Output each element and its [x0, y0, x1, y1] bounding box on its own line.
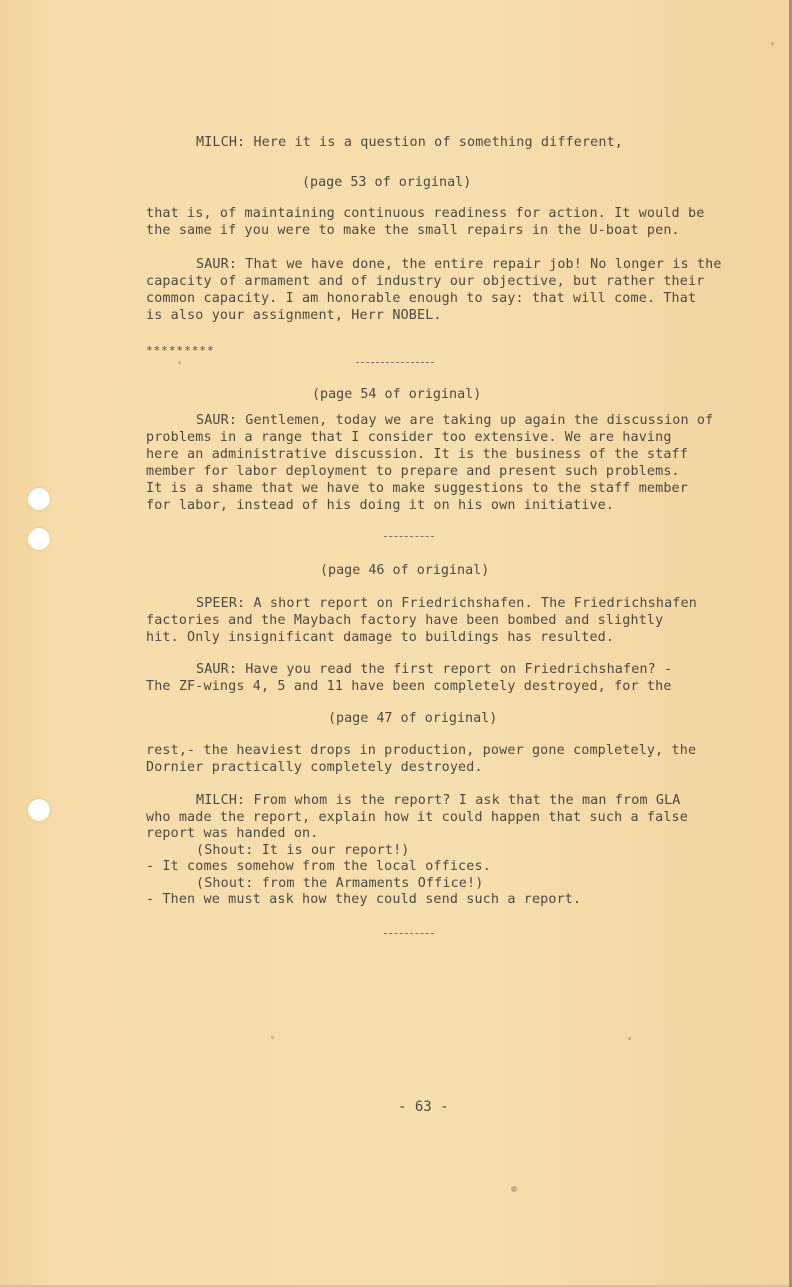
paragraph-line: factories and the Maybach factory have been bombed and slightly: [146, 613, 664, 628]
paper-speck: [271, 1036, 274, 1039]
paragraph-line: the same if you were to make the small repairs in the U-boat pen.: [146, 223, 680, 238]
paragraph-line: rest,- the heaviest drops in production, power gone completely, the: [146, 743, 697, 758]
paragraph-line: who made the report, explain how it could happen that such a false: [146, 810, 688, 825]
paragraph-line: problems in a range that I consider too extensive. We are having: [146, 430, 672, 445]
paragraph-line: It is a shame that we have to make suggestions to the staff member: [146, 481, 688, 496]
paragraph-line: for labor, instead of his doing it on his own initiative.: [146, 498, 615, 513]
paragraph-line: that is, of maintaining continuous readiness for action. It would be: [146, 206, 705, 221]
paragraph-line: MILCH: Here it is a question of something different,: [196, 135, 624, 150]
paragraph-line: here an administrative discussion. It is the business of the staff: [146, 447, 688, 462]
page-reference: (page 46 of original): [320, 563, 490, 578]
paragraph-line: Dornier practically completely destroyed.: [146, 760, 483, 775]
page-reference: (page 54 of original): [312, 387, 482, 402]
paper-speck: [771, 42, 774, 45]
paragraph-line: SAUR: Have you read the first report on Friedrichshafen? -: [196, 662, 673, 677]
paragraph-line: - It comes somehow from the local offices.: [146, 859, 491, 874]
paragraph-line: MILCH: From whom is the report? I ask that the man from GLA: [196, 793, 681, 808]
paragraph-line: SAUR: That we have done, the entire repair job! No longer is the: [196, 257, 722, 272]
paper-speck: [628, 1037, 631, 1040]
page-reference: (page 47 of original): [328, 711, 498, 726]
paragraph-line: The ZF-wings 4, 5 and 11 have been completely destroyed, for the: [146, 679, 672, 694]
paper-speck: [511, 1186, 517, 1192]
paragraph-line: (Shout: from the Armaments Office!): [196, 876, 484, 891]
paragraph-line: SPEER: A short report on Friedrichshafen. The Friedrichshafen: [196, 596, 697, 611]
paragraph-line: SAUR: Gentlemen, today we are taking up again the discussion of: [196, 413, 714, 428]
punch-hole: [28, 488, 50, 510]
paragraph-line: is also your assignment, Herr NOBEL.: [146, 308, 442, 323]
section-divider: [384, 536, 434, 538]
page-reference: (page 53 of original): [302, 175, 472, 190]
paragraph-line: report was handed on.: [146, 826, 319, 841]
paragraph-line: member for labor deployment to prepare and present such problems.: [146, 464, 680, 479]
paragraph-line: common capacity. I am honorable enough to say: that will come. That: [146, 291, 697, 306]
paper-speck: [178, 361, 181, 364]
punch-hole: [28, 528, 50, 550]
section-divider: [356, 362, 434, 364]
paragraph-line: capacity of armament and of industry our objective, but rather their: [146, 274, 705, 289]
section-divider: [384, 933, 434, 935]
paragraph-line: - Then we must ask how they could send such a report.: [146, 892, 582, 907]
paragraph-line: hit. Only insignificant damage to buildings has resulted.: [146, 630, 615, 645]
punch-hole: [28, 799, 50, 821]
paragraph-line: (Shout: It is our report!): [196, 843, 410, 858]
page-number: - 63 -: [398, 1099, 449, 1115]
section-separator-stars: *********: [146, 344, 215, 357]
